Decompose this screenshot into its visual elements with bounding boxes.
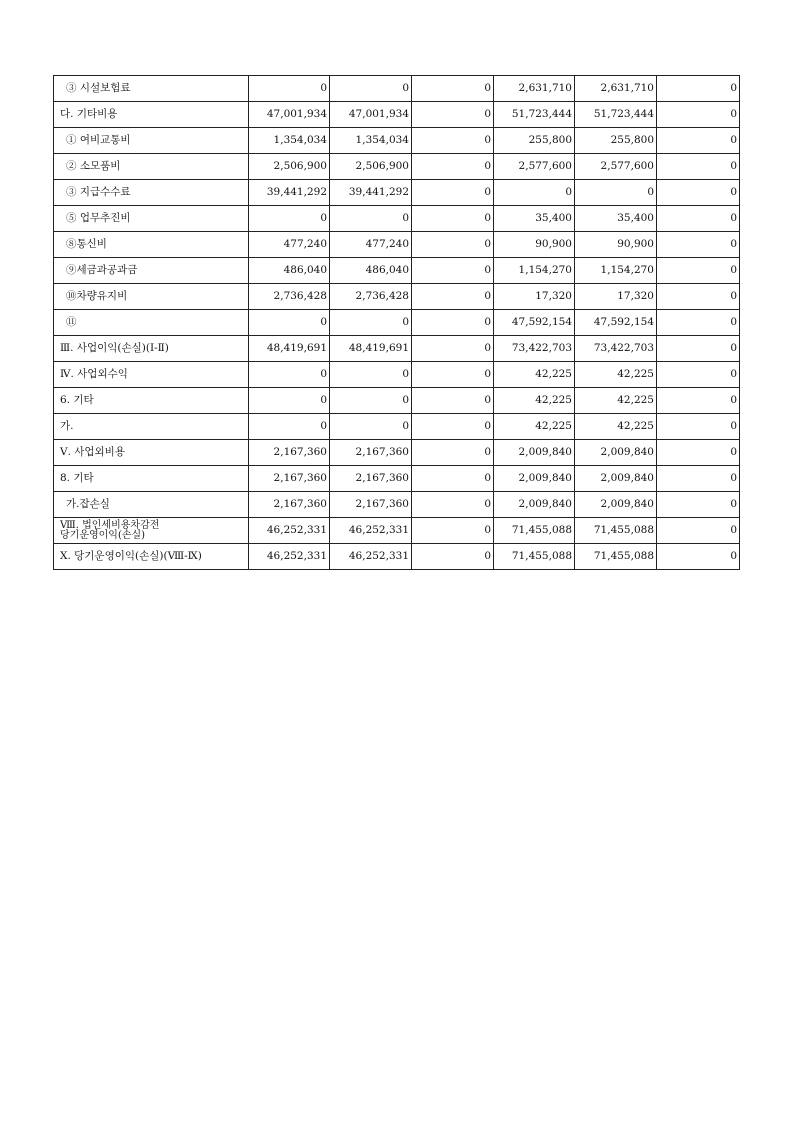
amount-cell: 0	[249, 206, 330, 232]
table-row	[54, 544, 740, 570]
amount-cell: 0	[494, 180, 575, 206]
amount-cell: 0	[249, 76, 330, 102]
amount-cell: 39,441,292	[249, 180, 330, 206]
amount-cell: 2,167,360	[330, 440, 412, 466]
amount-cell: 2,167,360	[330, 492, 412, 518]
amount-cell: 0	[412, 466, 494, 492]
amount-cell: 0	[657, 466, 740, 492]
amount-cell: 0	[412, 544, 494, 570]
amount-cell: 0	[657, 362, 740, 388]
amount-cell: 0	[412, 388, 494, 414]
amount-cell: 73,422,703	[575, 336, 657, 362]
amount-cell: 2,167,360	[249, 466, 330, 492]
amount-cell: 0	[657, 284, 740, 310]
amount-cell: 42,225	[494, 388, 575, 414]
table-row	[54, 492, 740, 518]
financial-statement-sheet	[53, 75, 739, 570]
amount-cell: 42,225	[494, 362, 575, 388]
amount-cell: 1,154,270	[494, 258, 575, 284]
table-row	[54, 76, 740, 102]
amount-cell: 35,400	[575, 206, 657, 232]
amount-cell: 0	[412, 492, 494, 518]
table-row	[54, 102, 740, 128]
amount-cell: 90,900	[575, 232, 657, 258]
row-label: ③ 시설보험료	[54, 76, 249, 102]
table-row	[54, 258, 740, 284]
amount-cell: 71,455,088	[494, 544, 575, 570]
row-label: 다. 기타비용	[54, 102, 249, 128]
amount-cell: 0	[412, 76, 494, 102]
amount-cell: 0	[330, 362, 412, 388]
amount-cell: 42,225	[575, 388, 657, 414]
amount-cell: 0	[657, 544, 740, 570]
table-row	[54, 310, 740, 336]
amount-cell: 0	[657, 310, 740, 336]
amount-cell: 0	[412, 206, 494, 232]
amount-cell: 2,506,900	[249, 154, 330, 180]
amount-cell: 42,225	[575, 414, 657, 440]
row-label: ⑩차량유지비	[54, 284, 249, 310]
table-row	[54, 128, 740, 154]
amount-cell: 2,009,840	[494, 440, 575, 466]
amount-cell: 486,040	[249, 258, 330, 284]
amount-cell: 0	[657, 492, 740, 518]
amount-cell: 46,252,331	[330, 518, 412, 544]
amount-cell: 46,252,331	[249, 544, 330, 570]
table-row	[54, 284, 740, 310]
amount-cell: 2,009,840	[494, 492, 575, 518]
table-row	[54, 206, 740, 232]
row-label: Ⅳ. 사업외수익	[54, 362, 249, 388]
row-label-line2: 당기운영이익(손실)	[60, 529, 146, 541]
amount-cell: 486,040	[330, 258, 412, 284]
amount-cell: 0	[330, 310, 412, 336]
amount-cell: 0	[412, 154, 494, 180]
amount-cell: 47,592,154	[494, 310, 575, 336]
table-row	[54, 414, 740, 440]
amount-cell: 47,001,934	[330, 102, 412, 128]
row-label: Ⅴ. 사업외비용	[54, 440, 249, 466]
row-label: Ⅲ. 사업이익(손실)(Ⅰ-Ⅱ)	[54, 336, 249, 362]
amount-cell: 90,900	[494, 232, 575, 258]
amount-cell: 0	[412, 180, 494, 206]
amount-cell: 0	[249, 414, 330, 440]
amount-cell: 2,631,710	[494, 76, 575, 102]
amount-cell: 2,009,840	[575, 466, 657, 492]
row-label: ③ 지급수수료	[54, 180, 249, 206]
amount-cell: 255,800	[494, 128, 575, 154]
row-label: ② 소모품비	[54, 154, 249, 180]
amount-cell: 2,736,428	[249, 284, 330, 310]
amount-cell: 17,320	[575, 284, 657, 310]
amount-cell: 0	[657, 258, 740, 284]
row-label: 8. 기타	[54, 466, 249, 492]
amount-cell: 0	[657, 154, 740, 180]
amount-cell: 0	[412, 362, 494, 388]
amount-cell: 0	[657, 128, 740, 154]
amount-cell: 0	[249, 388, 330, 414]
amount-cell: 47,592,154	[575, 310, 657, 336]
amount-cell: 42,225	[494, 414, 575, 440]
amount-cell: 255,800	[575, 128, 657, 154]
amount-cell: 51,723,444	[575, 102, 657, 128]
row-label: ⑪	[54, 310, 249, 336]
amount-cell: 1,354,034	[330, 128, 412, 154]
row-label-line1: Ⅷ. 법인세비용차감전	[60, 519, 160, 531]
amount-cell: 2,577,600	[494, 154, 575, 180]
row-label: ⑧통신비	[54, 232, 249, 258]
row-label: 6. 기타	[54, 388, 249, 414]
amount-cell: 1,154,270	[575, 258, 657, 284]
amount-cell: 71,455,088	[575, 518, 657, 544]
amount-cell: 0	[249, 310, 330, 336]
table-row	[54, 362, 740, 388]
amount-cell: 0	[412, 518, 494, 544]
amount-cell: 0	[412, 128, 494, 154]
amount-cell: 0	[657, 206, 740, 232]
amount-cell: 17,320	[494, 284, 575, 310]
amount-cell: 0	[412, 440, 494, 466]
amount-cell: 39,441,292	[330, 180, 412, 206]
table-row	[54, 388, 740, 414]
amount-cell: 0	[657, 336, 740, 362]
amount-cell: 477,240	[249, 232, 330, 258]
amount-cell: 0	[330, 414, 412, 440]
amount-cell: 0	[412, 232, 494, 258]
amount-cell: 2,167,360	[249, 440, 330, 466]
income-statement-table	[53, 75, 740, 570]
amount-cell: 73,422,703	[494, 336, 575, 362]
amount-cell: 0	[657, 440, 740, 466]
amount-cell: 48,419,691	[249, 336, 330, 362]
amount-cell: 47,001,934	[249, 102, 330, 128]
amount-cell: 46,252,331	[249, 518, 330, 544]
amount-cell: 0	[657, 232, 740, 258]
amount-cell: 0	[330, 388, 412, 414]
amount-cell: 2,631,710	[575, 76, 657, 102]
amount-cell: 2,009,840	[575, 440, 657, 466]
amount-cell: 0	[412, 258, 494, 284]
amount-cell: 0	[412, 284, 494, 310]
row-label: ① 여비교통비	[54, 128, 249, 154]
amount-cell: 48,419,691	[330, 336, 412, 362]
amount-cell: 477,240	[330, 232, 412, 258]
amount-cell: 0	[657, 76, 740, 102]
amount-cell: 35,400	[494, 206, 575, 232]
table-row	[54, 154, 740, 180]
amount-cell: 2,167,360	[249, 492, 330, 518]
amount-cell: 2,577,600	[575, 154, 657, 180]
amount-cell: 0	[657, 102, 740, 128]
amount-cell: 2,167,360	[330, 466, 412, 492]
table-row	[54, 232, 740, 258]
amount-cell: 0	[330, 206, 412, 232]
row-label: 가.	[54, 414, 249, 440]
amount-cell: 42,225	[575, 362, 657, 388]
amount-cell: 0	[330, 76, 412, 102]
amount-cell: 0	[657, 388, 740, 414]
amount-cell: 1,354,034	[249, 128, 330, 154]
amount-cell: 2,506,900	[330, 154, 412, 180]
table-row	[54, 466, 740, 492]
amount-cell: 2,736,428	[330, 284, 412, 310]
amount-cell: 2,009,840	[494, 466, 575, 492]
table-row	[54, 336, 740, 362]
amount-cell: 46,252,331	[330, 544, 412, 570]
amount-cell: 51,723,444	[494, 102, 575, 128]
row-label: Ⅹ. 당기운영이익(손실)(Ⅷ-Ⅸ)	[54, 544, 249, 570]
table-row	[54, 518, 740, 544]
amount-cell: 71,455,088	[575, 544, 657, 570]
amount-cell: 0	[412, 310, 494, 336]
row-label: 가.잡손실	[54, 492, 249, 518]
row-label: ⑤ 업무추진비	[54, 206, 249, 232]
amount-cell: 0	[412, 336, 494, 362]
table-body	[54, 76, 740, 570]
table-row	[54, 440, 740, 466]
amount-cell: 0	[249, 362, 330, 388]
amount-cell: 2,009,840	[575, 492, 657, 518]
row-label	[54, 518, 249, 544]
amount-cell: 0	[657, 518, 740, 544]
row-label: ⑨세금과공과금	[54, 258, 249, 284]
amount-cell: 0	[412, 414, 494, 440]
amount-cell: 0	[657, 414, 740, 440]
amount-cell: 0	[412, 102, 494, 128]
amount-cell: 0	[657, 180, 740, 206]
table-row	[54, 180, 740, 206]
amount-cell: 71,455,088	[494, 518, 575, 544]
amount-cell: 0	[575, 180, 657, 206]
